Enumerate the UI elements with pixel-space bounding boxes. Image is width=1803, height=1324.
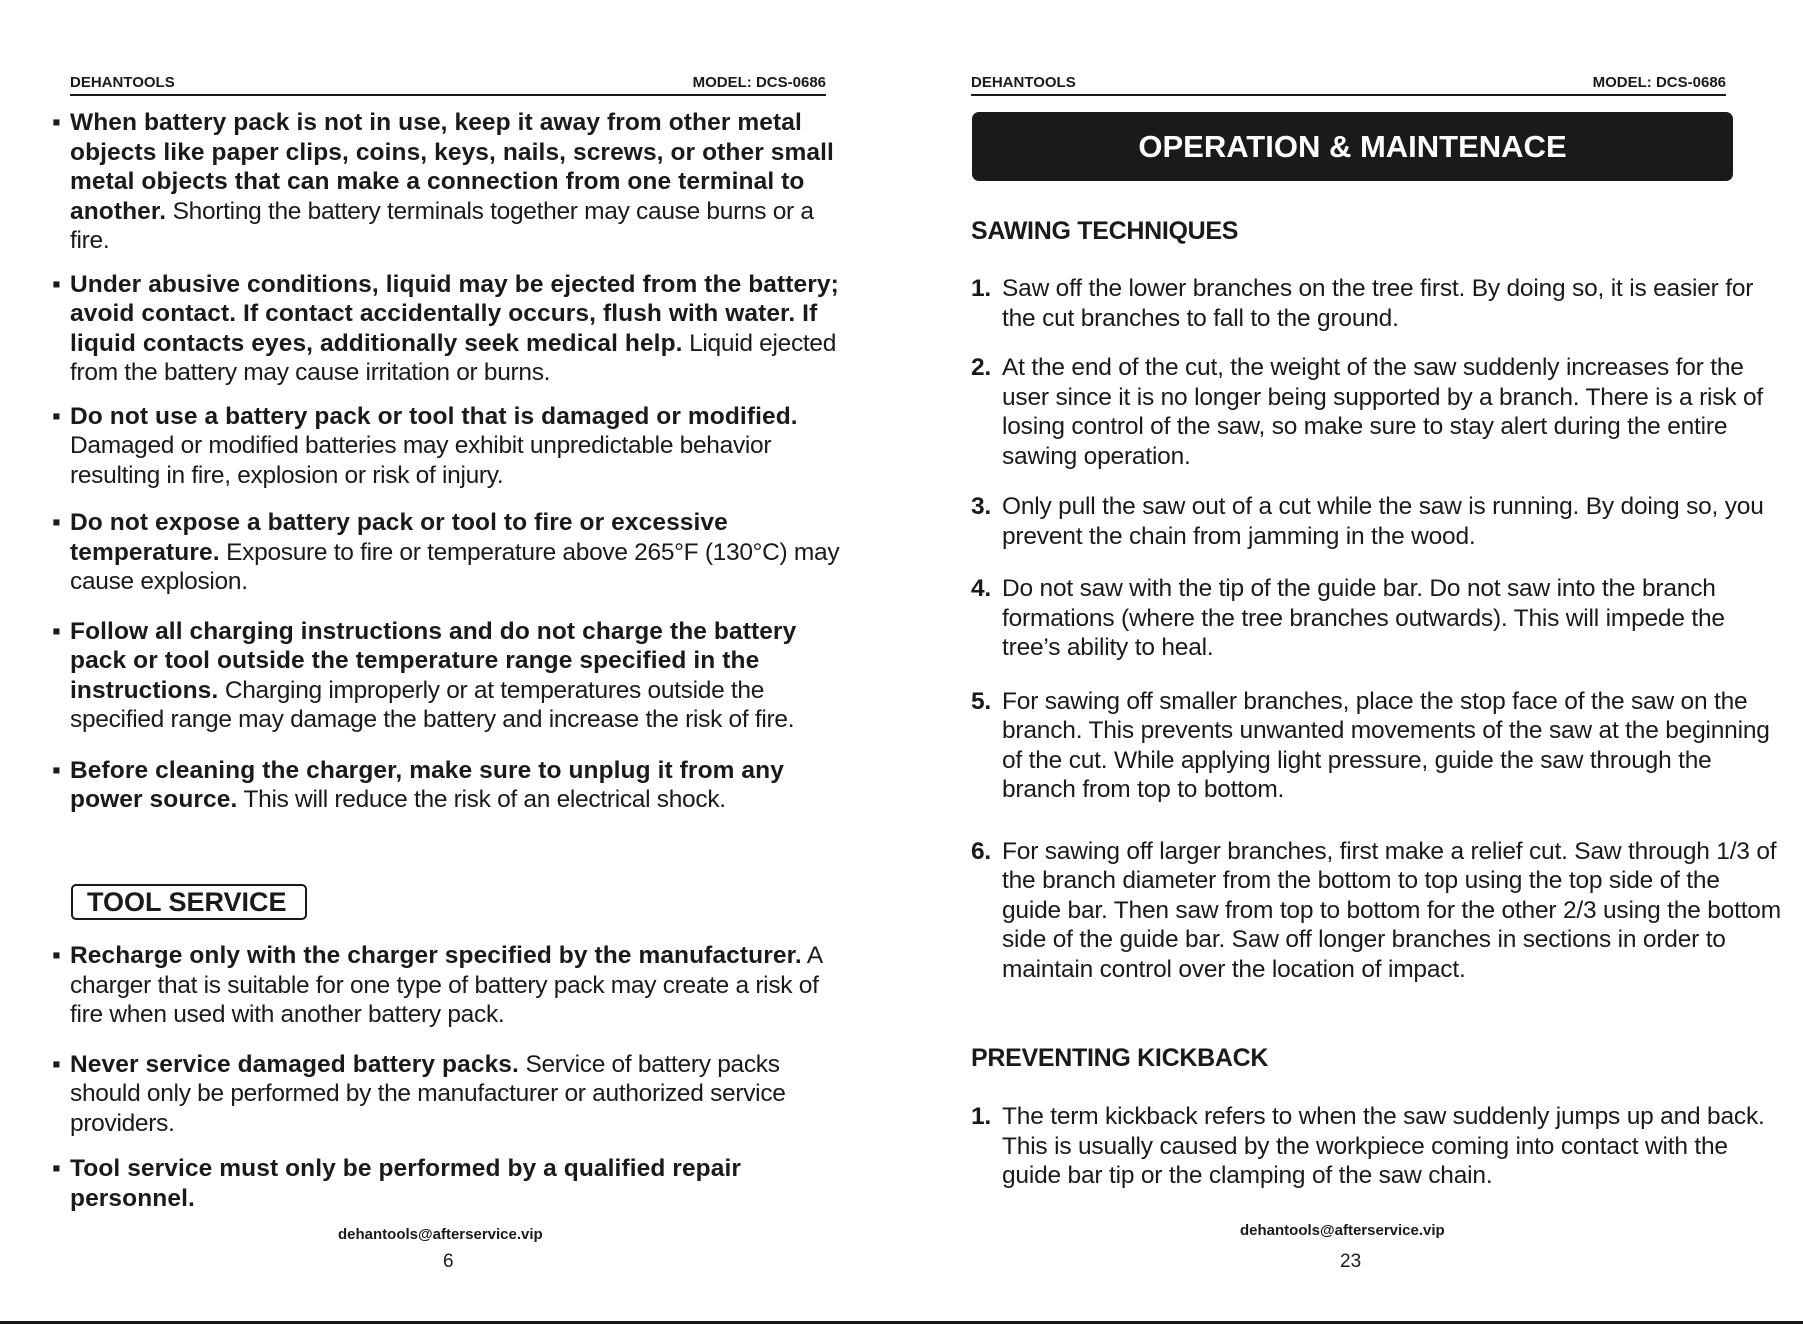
sawing-step bbox=[971, 353, 1781, 471]
model-number: MODEL: DCS-0686 bbox=[692, 74, 826, 91]
kickback-step bbox=[971, 1102, 1781, 1191]
brand-name: DEHANTOOLS bbox=[971, 74, 1076, 91]
bullet-bold-text: Tool service must only be performed by a qualified repair personnel. bbox=[70, 1155, 742, 1212]
support-email: dehantools@afterservice.vip bbox=[338, 1226, 543, 1243]
bullet-marker: ▪ bbox=[52, 402, 61, 430]
step-text: Only pull the saw out of a cut while the saw is running. By doing so, you prevent the chain from jamming in the wood. bbox=[1002, 493, 1764, 550]
service-bullet-list bbox=[50, 941, 840, 1213]
bullet-text: A charger that is suitable for one type of battery pack may create a risk of fire when used with another battery pack. bbox=[70, 942, 822, 1028]
bullet-text: Service of battery packs should only be performed by the manufacturer or authorized service providers. bbox=[70, 1050, 786, 1137]
bullet-marker: ▪ bbox=[52, 1155, 61, 1182]
support-email: dehantools@afterservice.vip bbox=[1240, 1222, 1445, 1239]
step-number: 2. bbox=[971, 354, 992, 381]
service-bullet bbox=[50, 1154, 840, 1213]
preventing-kickback-heading: PREVENTING KICKBACK bbox=[971, 1044, 1269, 1072]
safety-bullet bbox=[50, 508, 840, 597]
kickback-steps-list bbox=[971, 1102, 1781, 1191]
step-number: 1. bbox=[971, 275, 992, 302]
bullet-bold-text: Under abusive conditions, liquid may be ejected from the battery; avoid contact. If contact accidentally occurs, flush with water. If liquid contacts eyes, additionally seek medical help. bbox=[70, 270, 839, 357]
step-text: For sawing off smaller branches, place the stop face of the saw on the branch. This prevents unwanted movements of the saw at the beginning of the cut. While applying light pressure, guide the saw through the branch from top to bottom. bbox=[1002, 687, 1770, 803]
right-page bbox=[900, 0, 1803, 1324]
page-header bbox=[70, 74, 826, 96]
step-text: Saw off the lower branches on the tree first. By doing so, it is easier for the cut branches to fall to the ground. bbox=[1002, 275, 1754, 332]
bullet-bold-text: Do not use a battery pack or tool that is damaged or modified. bbox=[70, 402, 798, 430]
step-number: 6. bbox=[971, 837, 992, 865]
tool-service-heading: TOOL SERVICE bbox=[71, 884, 307, 920]
sawing-step bbox=[971, 274, 1781, 333]
bullet-bold-text: When battery pack is not in use, keep it away from other metal objects like paper clips, coins, keys, nails, screws, or other small metal objects that can make a connection from one terminal to another. bbox=[70, 109, 834, 225]
step-text: Do not saw with the tip of the guide bar. Do not saw into the branch formations (where the tree branches outwards). This will impede the tree’s ability to heal. bbox=[1002, 575, 1725, 661]
bullet-marker: ▪ bbox=[52, 617, 61, 645]
step-number: 4. bbox=[971, 575, 992, 602]
brand-name: DEHANTOOLS bbox=[70, 74, 175, 91]
sawing-step bbox=[971, 687, 1781, 805]
safety-bullet bbox=[50, 108, 840, 256]
bullet-bold-text: Do not expose a battery pack or tool to fire or excessive temperature. bbox=[70, 509, 728, 566]
page-header bbox=[971, 74, 1726, 96]
service-bullet bbox=[50, 941, 840, 1030]
bullet-marker: ▪ bbox=[52, 756, 61, 784]
step-text: The term kickback refers to when the saw suddenly jumps up and back. This is usually caused by the workpiece coming into contact with the guide bar tip or the clamping of the saw chain. bbox=[1002, 1103, 1765, 1189]
safety-bullet-list bbox=[50, 108, 840, 815]
left-page bbox=[0, 0, 900, 1324]
page-number: 23 bbox=[1340, 1251, 1362, 1272]
sawing-step bbox=[971, 574, 1781, 663]
safety-bullet bbox=[50, 756, 840, 815]
sawing-steps-list bbox=[971, 274, 1781, 984]
bullet-marker: ▪ bbox=[52, 509, 61, 536]
step-text: At the end of the cut, the weight of the saw suddenly increases for the user since it is no longer being supported by a branch. There is a risk of losing control of the saw, so make sure to stay alert during the entire sawing operation. bbox=[1002, 354, 1764, 470]
bullet-text: Shorting the battery terminals together may cause burns or a fire. bbox=[70, 197, 814, 254]
bullet-text: Exposure to fire or temperature above 265°F (130°C) may cause explosion. bbox=[70, 538, 840, 595]
bullet-marker: ▪ bbox=[52, 942, 61, 969]
step-text: For sawing off larger branches, first make a relief cut. Saw through 1/3 of the branch diameter from the bottom to top using the top side of the guide bar. Then saw from top to bottom for the other 2/3 using the bottom side of the guide bar. Saw off longer branches in sections in order to maintain control over the location of impact. bbox=[1002, 837, 1781, 983]
bullet-marker: ▪ bbox=[52, 1050, 61, 1078]
safety-bullet bbox=[50, 617, 840, 735]
step-number: 1. bbox=[971, 1103, 992, 1130]
sawing-step bbox=[971, 492, 1781, 551]
step-number: 3. bbox=[971, 493, 992, 520]
model-number: MODEL: DCS-0686 bbox=[1592, 74, 1726, 91]
page-number: 6 bbox=[443, 1251, 454, 1272]
bullet-marker: ▪ bbox=[52, 270, 61, 298]
sawing-techniques-heading: SAWING TECHNIQUES bbox=[971, 217, 1239, 245]
bullet-bold-text: Before cleaning the charger, make sure to unplug it from any power source. bbox=[70, 756, 784, 813]
bullet-text: Charging improperly or at temperatures outside the specified range may damage the battery and increase the risk of fire. bbox=[70, 676, 795, 733]
bullet-bold-text: Follow all charging instructions and do not charge the battery pack or tool outside the temperature range specified in the instructions. bbox=[70, 617, 797, 704]
bullet-text: Liquid ejected from the battery may cause irritation or burns. bbox=[70, 329, 837, 386]
bullet-text: Damaged or modified batteries may exhibit unpredictable behavior resulting in fire, explosion or risk of injury. bbox=[70, 432, 772, 489]
bullet-bold-text: Never service damaged battery packs. bbox=[70, 1050, 519, 1078]
sawing-step bbox=[971, 837, 1781, 985]
step-number: 5. bbox=[971, 687, 992, 715]
service-bullet bbox=[50, 1050, 840, 1139]
section-banner: OPERATION & MAINTENACE bbox=[972, 112, 1733, 181]
safety-bullet bbox=[50, 270, 840, 388]
bullet-marker: ▪ bbox=[52, 109, 61, 136]
safety-bullet bbox=[50, 402, 840, 491]
bullet-bold-text: Recharge only with the charger specified by the manufacturer. bbox=[70, 942, 802, 969]
bullet-text: This will reduce the risk of an electrical shock. bbox=[237, 786, 726, 813]
